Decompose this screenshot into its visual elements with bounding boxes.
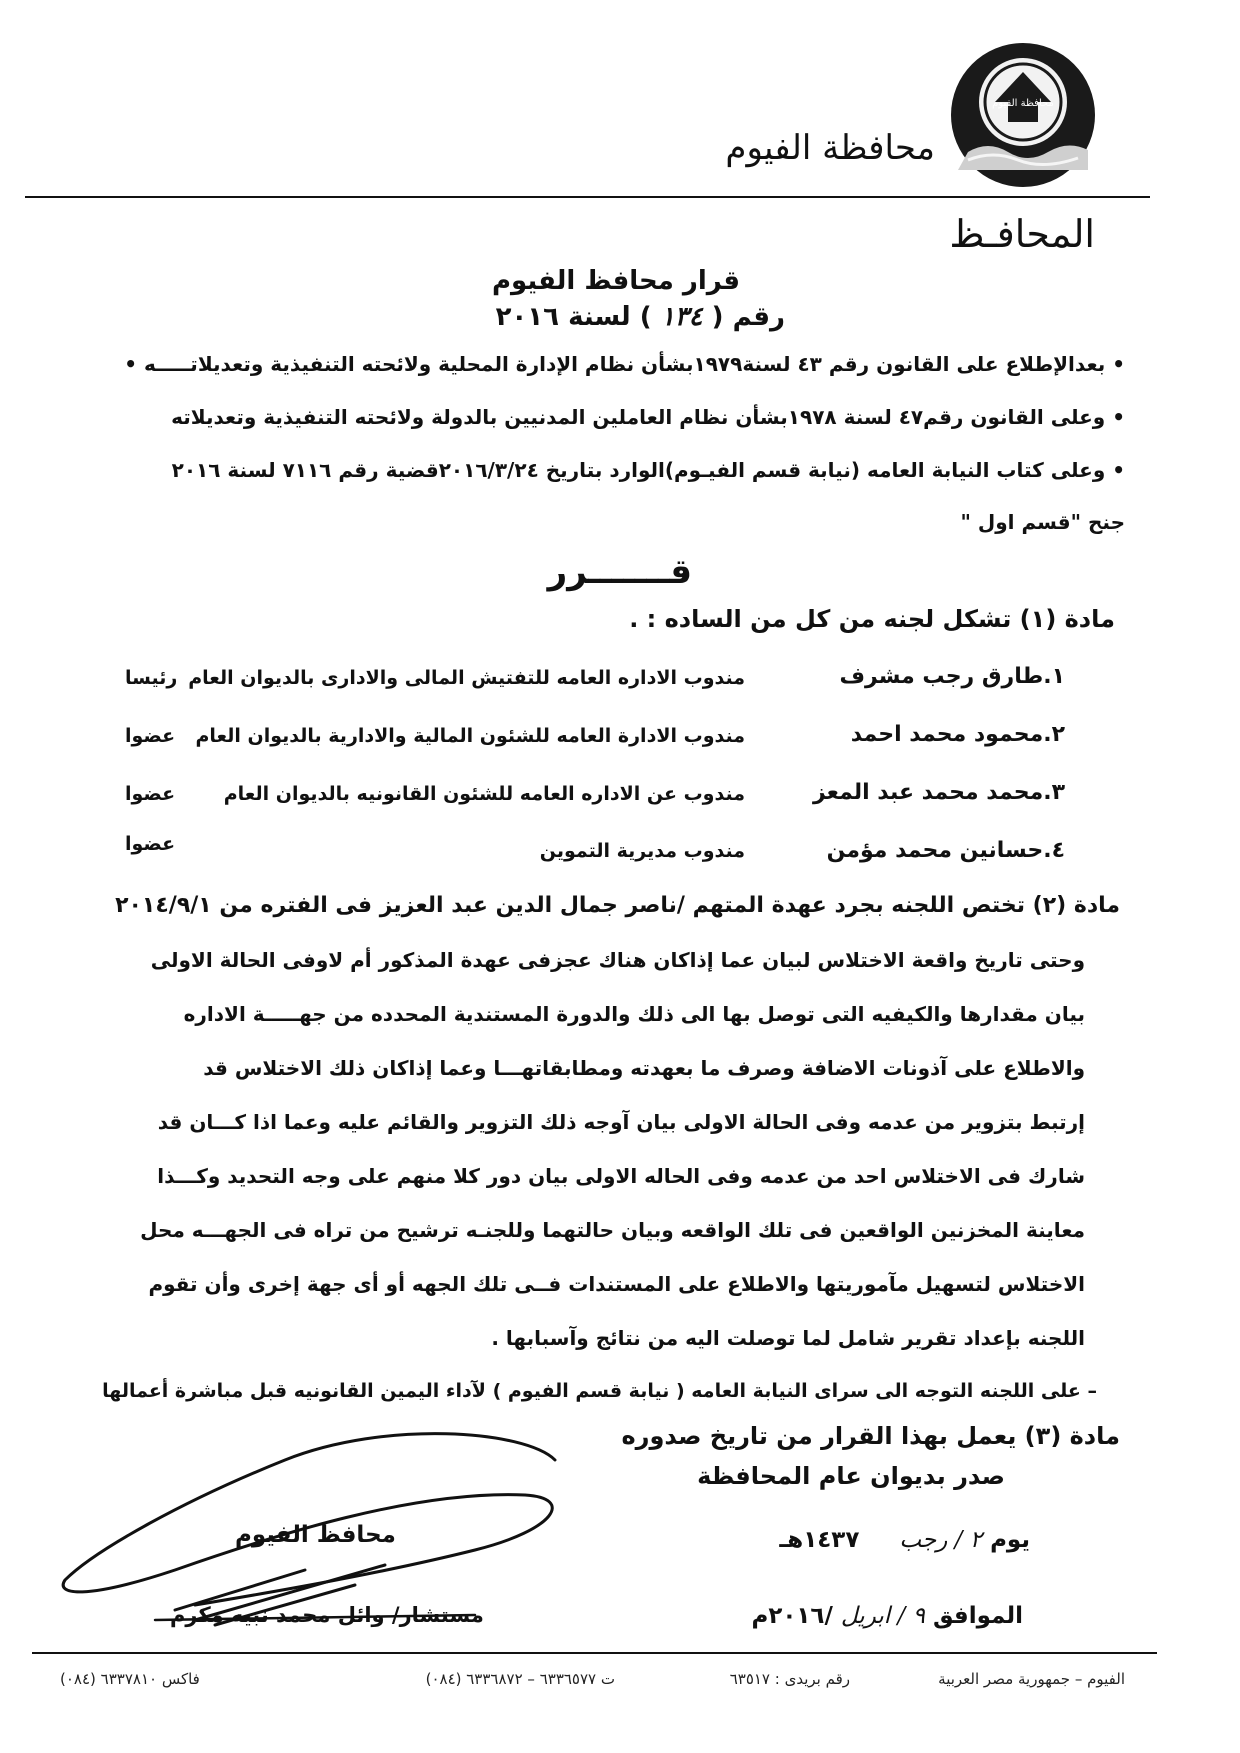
member-name: ٢.محمود محمد احمد (850, 722, 1065, 747)
issued-at: صدر بديوان عام المحافظة (697, 1462, 1005, 1490)
signatory-title: محافظ الفيوم (235, 1522, 396, 1548)
fayoum-governorate-emblem (948, 40, 1098, 190)
hijri-date-prefix: يوم (990, 1527, 1030, 1553)
member-name: ٣.محمد محمد عبد المعز (812, 780, 1065, 805)
decision-title: قرار محافظ الفيوم (491, 266, 740, 296)
decided-heading: قـــــــرر (547, 552, 692, 592)
article-2-line: والاطلاع على آذونات الاضافة وصرف ما بعهدته ومطابقاتهـــا وعما إذاكان ذلك الاختلاس قد (203, 1056, 1085, 1080)
article-1-heading: مادة (١) تشكل لجنه من كل من الساده : . (629, 605, 1115, 633)
gregorian-date-handwritten: ٩ / ابريل (840, 1603, 925, 1629)
footer-po-box: رقم بريدى : ٦٣٥١٧ (729, 1670, 850, 1688)
preamble-line: • وعلى القانون رقم٤٧ لسنة ١٩٧٨بشأن نظام العاملين المدنيين بالدولة ولائحته التنفيذية وتعديلاته (171, 405, 1125, 429)
decision-number-prefix: رقم ( (711, 302, 785, 332)
office-title: المحافـظ (949, 212, 1095, 256)
article-3-heading: مادة (٣) يعمل بهذا القرار من تاريخ صدوره (621, 1422, 1120, 1450)
article-2-line: وحتى تاريخ واقعة الاختلاس لبيان عما إذاكان هناك عجزفى عهدة المذكور أم لاوفى الحالة الاولى (150, 948, 1085, 972)
gregorian-year: /٢٠١٦م (751, 1603, 833, 1629)
member-position: عضوا (125, 833, 176, 855)
article-2-line: إرتبط بتزوير من عدمه وفى الحالة الاولى بيان آوجه ذلك التزوير والقائم عليه وعما اذا كـــان قد (157, 1110, 1085, 1134)
decision-number-suffix: ) لسنة ٢٠١٦ (495, 302, 652, 332)
member-role: مندوب الاداره العامه للتفتيش المالى والادارى بالديوان العام (188, 667, 745, 689)
member-role: مندوب عن الاداره العامه للشئون القانونيه بالديوان العام (223, 783, 745, 805)
hijri-year: ١٤٣٧هـ (779, 1527, 860, 1553)
preamble-line: جنح "قسم اول " (960, 510, 1125, 534)
governorate-name: محافظة الفيوم (725, 128, 935, 168)
member-name: ١.طارق رجب مشرف (839, 664, 1065, 689)
member-position: رئيسا (125, 667, 178, 689)
member-position: عضوا (125, 725, 176, 747)
member-position: عضوا (125, 783, 176, 805)
preamble-line: • وعلى كتاب النيابة العامه (نيابة قسم الفيـوم)الوارد بتاريخ ٢٠١٦/٣/٢٤قضية رقم ٧١١٦ لسنة ٢٠١٦ (171, 458, 1125, 482)
article-2-heading: مادة (٢) تختص اللجنه بجرد عهدة المتهم /ناصر جمال الدين عبد العزيز فى الفتره من ٢٠١٤/٩/١ (115, 893, 1120, 918)
article-2-line: شارك فى الاختلاس احد من عدمه وفى الحاله الاولى بيان دور كلا منهم على وجه التحديد وكـــذا (157, 1164, 1085, 1188)
member-name: ٤.حسانين محمد مؤمن (826, 838, 1065, 863)
gregorian-date (751, 1603, 1023, 1629)
footer-phone: ت ٦٣٣٦٥٧٧ – ٦٣٣٦٨٧٢ (٠٨٤) (425, 1670, 615, 1688)
footer-address: الفيوم – جمهورية مصر العربية (938, 1670, 1125, 1688)
footer-fax: فاكس ٦٣٣٧٨١٠ (٠٨٤) (60, 1670, 200, 1688)
decision-number-handwritten: ١٣٤ (660, 302, 703, 332)
article-2-line: الاختلاس لتسهيل مآموريتها والاطلاع على المستندات فــى تلك الجهه أو أى جهة إخرى وأن تقوم (148, 1272, 1085, 1296)
article-2-line: بيان مقدارها والكيفيه التى توصل بها الى ذلك والدورة المستندية المحدده من جهـــــة الاداره (183, 1002, 1085, 1026)
decision-number (496, 302, 785, 332)
article-2-line: معاينة المخزنين الواقعين فى تلك الواقعه وبيان حالتهما وللجنـه ترشيح من تراه فى الجهـــه محل (140, 1218, 1085, 1242)
preamble-line: • بعدالإطلاع على القانون رقم ٤٣ لسنة١٩٧٩بشأن نظام الإدارة المحلية ولائحته التنفيذية وتعديلاتـــــه • (124, 352, 1125, 376)
gregorian-date-prefix: الموافق (932, 1603, 1023, 1629)
signatory-name: مستشار/ وائل محمد نبيه مكرم (170, 1603, 484, 1627)
footer-divider (32, 1652, 1157, 1654)
article-2-line: اللجنه بإعداد تقرير شامل لما توصلت اليه من نتائج وآسبابها . (491, 1326, 1085, 1350)
member-role: مندوب مديرية التموين (539, 840, 745, 862)
hijri-date (779, 1527, 1030, 1553)
hijri-date-handwritten: ٢ / رجب (899, 1527, 983, 1553)
emblem-lettering: محافظة الفيوم (992, 98, 1054, 109)
member-role: مندوب الادارة العامه للشئون المالية والادارية بالديوان العام (195, 725, 745, 747)
header-divider (25, 196, 1150, 198)
oath-note: – على اللجنه التوجه الى سراى النيابة العامه ( نيابة قسم الفيوم ) لآداء اليمين القانونيه قبل مباشرة أعمالها (102, 1380, 1097, 1402)
